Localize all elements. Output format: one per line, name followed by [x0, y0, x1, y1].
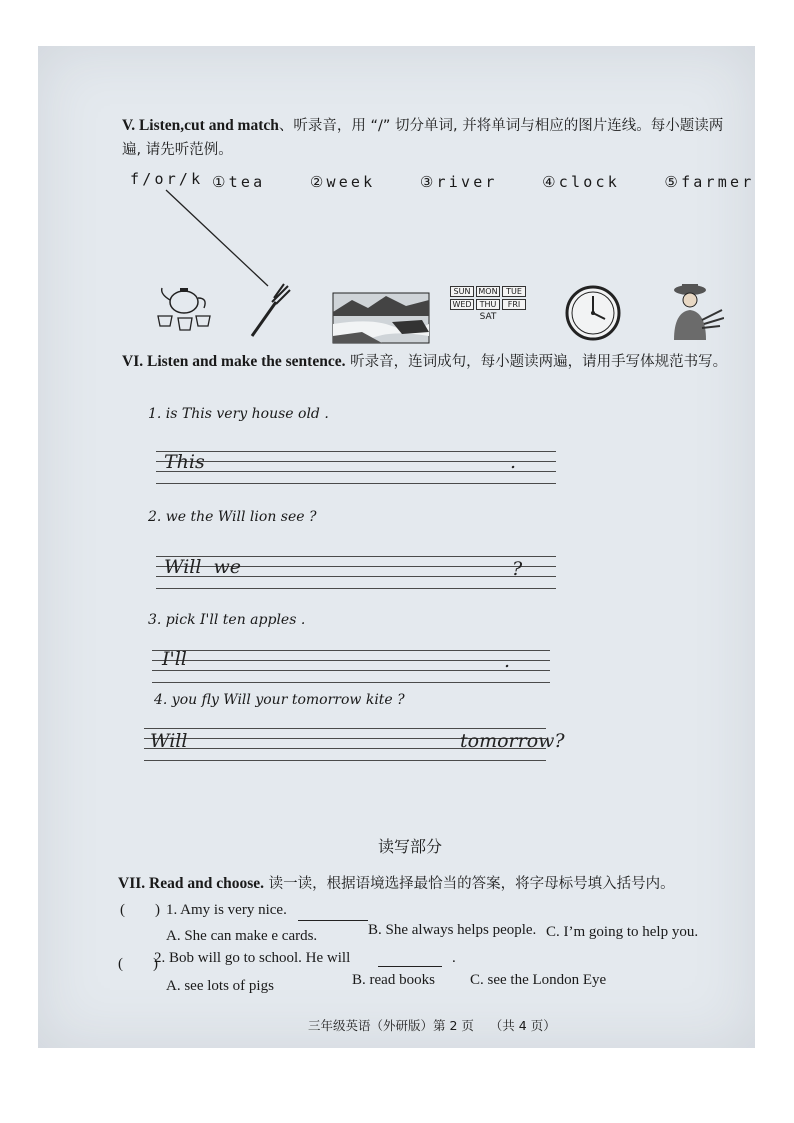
calendar-day: WED	[450, 299, 474, 310]
section-6-title-text: 听录音，连词成句，每小题读两遍，请用手写体规范书写。	[345, 354, 728, 370]
question-2-option-a: A. see lots of pigs	[166, 978, 274, 994]
fork-icon	[244, 282, 294, 340]
river-landscape-icon	[332, 292, 430, 344]
word-clock: ④clock	[542, 173, 620, 191]
word-river: ③river	[419, 173, 498, 191]
sentence-2-prompt: 2. we the Will lion see ?	[148, 509, 317, 525]
word-tea: ①tea	[212, 173, 266, 191]
calendar-day: TUE	[502, 286, 526, 297]
sentence-4-start: Will	[150, 730, 188, 752]
page-footer: 三年级英语（外研版）第 2 页 （共 4 页）	[308, 1018, 556, 1033]
word-farmer: ⑤farmer	[664, 173, 755, 191]
calendar-week-icon	[450, 286, 528, 322]
answer-bracket-2[interactable]: ( )	[118, 956, 158, 972]
question-1-blank	[298, 920, 368, 921]
example-word: f/or/k	[130, 170, 204, 188]
question-2-option-c: C. see the London Eye	[470, 972, 607, 988]
question-2-blank	[378, 966, 442, 967]
question-2-option-b: B. read books	[352, 972, 435, 988]
calendar-day: THU	[476, 299, 500, 310]
section-7-title-bold: VII. Read and choose.	[118, 875, 264, 892]
question-2-stem: 2. Bob will go to school. He will	[154, 950, 351, 966]
writing-lines-3	[152, 650, 550, 686]
sentence-4-prompt: 4. you fly Will your tomorrow kite ?	[154, 692, 405, 708]
farmer-icon	[662, 280, 724, 342]
clock-icon	[564, 284, 622, 342]
word-week: ②week	[309, 173, 376, 191]
question-1-option-b: B. She always helps people.	[368, 922, 537, 938]
part-heading: 读写部分	[378, 837, 443, 856]
sentence-3-start: I'll	[162, 648, 187, 670]
section-6-title	[122, 350, 732, 374]
sentence-1-start: This	[164, 451, 205, 473]
sentence-2-start: Will we	[164, 556, 242, 578]
sentence-3-end: .	[504, 650, 511, 672]
calendar-sat: SAT	[479, 312, 497, 322]
writing-lines-1	[156, 451, 556, 487]
question-2-stem-end: .	[452, 950, 456, 966]
section-7-title-text: 读一读，根据语境选择最恰当的答案，将字母标号填入括号内。	[263, 876, 675, 892]
sentence-1-end: .	[510, 451, 517, 473]
calendar-day: MON	[476, 286, 500, 297]
section-5-title-bold: V. Listen,cut and match	[122, 117, 279, 134]
sentence-1-prompt: 1. is This very house old .	[148, 406, 329, 422]
answer-bracket-1[interactable]: ( )	[120, 902, 160, 918]
teapot-icon	[154, 280, 214, 334]
question-1-option-a: A. She can make e cards.	[166, 928, 318, 944]
question-1-stem: 1. Amy is very nice.	[166, 902, 287, 918]
sentence-3-prompt: 3. pick I'll ten apples .	[148, 612, 306, 628]
sentence-4-end: tomorrow?	[460, 730, 565, 752]
section-5-title-text: 、听录音，用 “/” 切分单词, 并将单词与相应的图片连线。每小题读两遍, 请先听范例。	[122, 118, 724, 158]
sentence-2-end: ?	[512, 558, 523, 580]
worksheet-page	[38, 46, 755, 1048]
question-1-option-c: C. I’m going to help you.	[546, 924, 699, 940]
calendar-day: SUN	[450, 286, 474, 297]
section-6-title-bold: VI. Listen and make the sentence.	[122, 353, 346, 370]
section-7-title	[118, 872, 738, 896]
calendar-day: FRI	[502, 299, 526, 310]
